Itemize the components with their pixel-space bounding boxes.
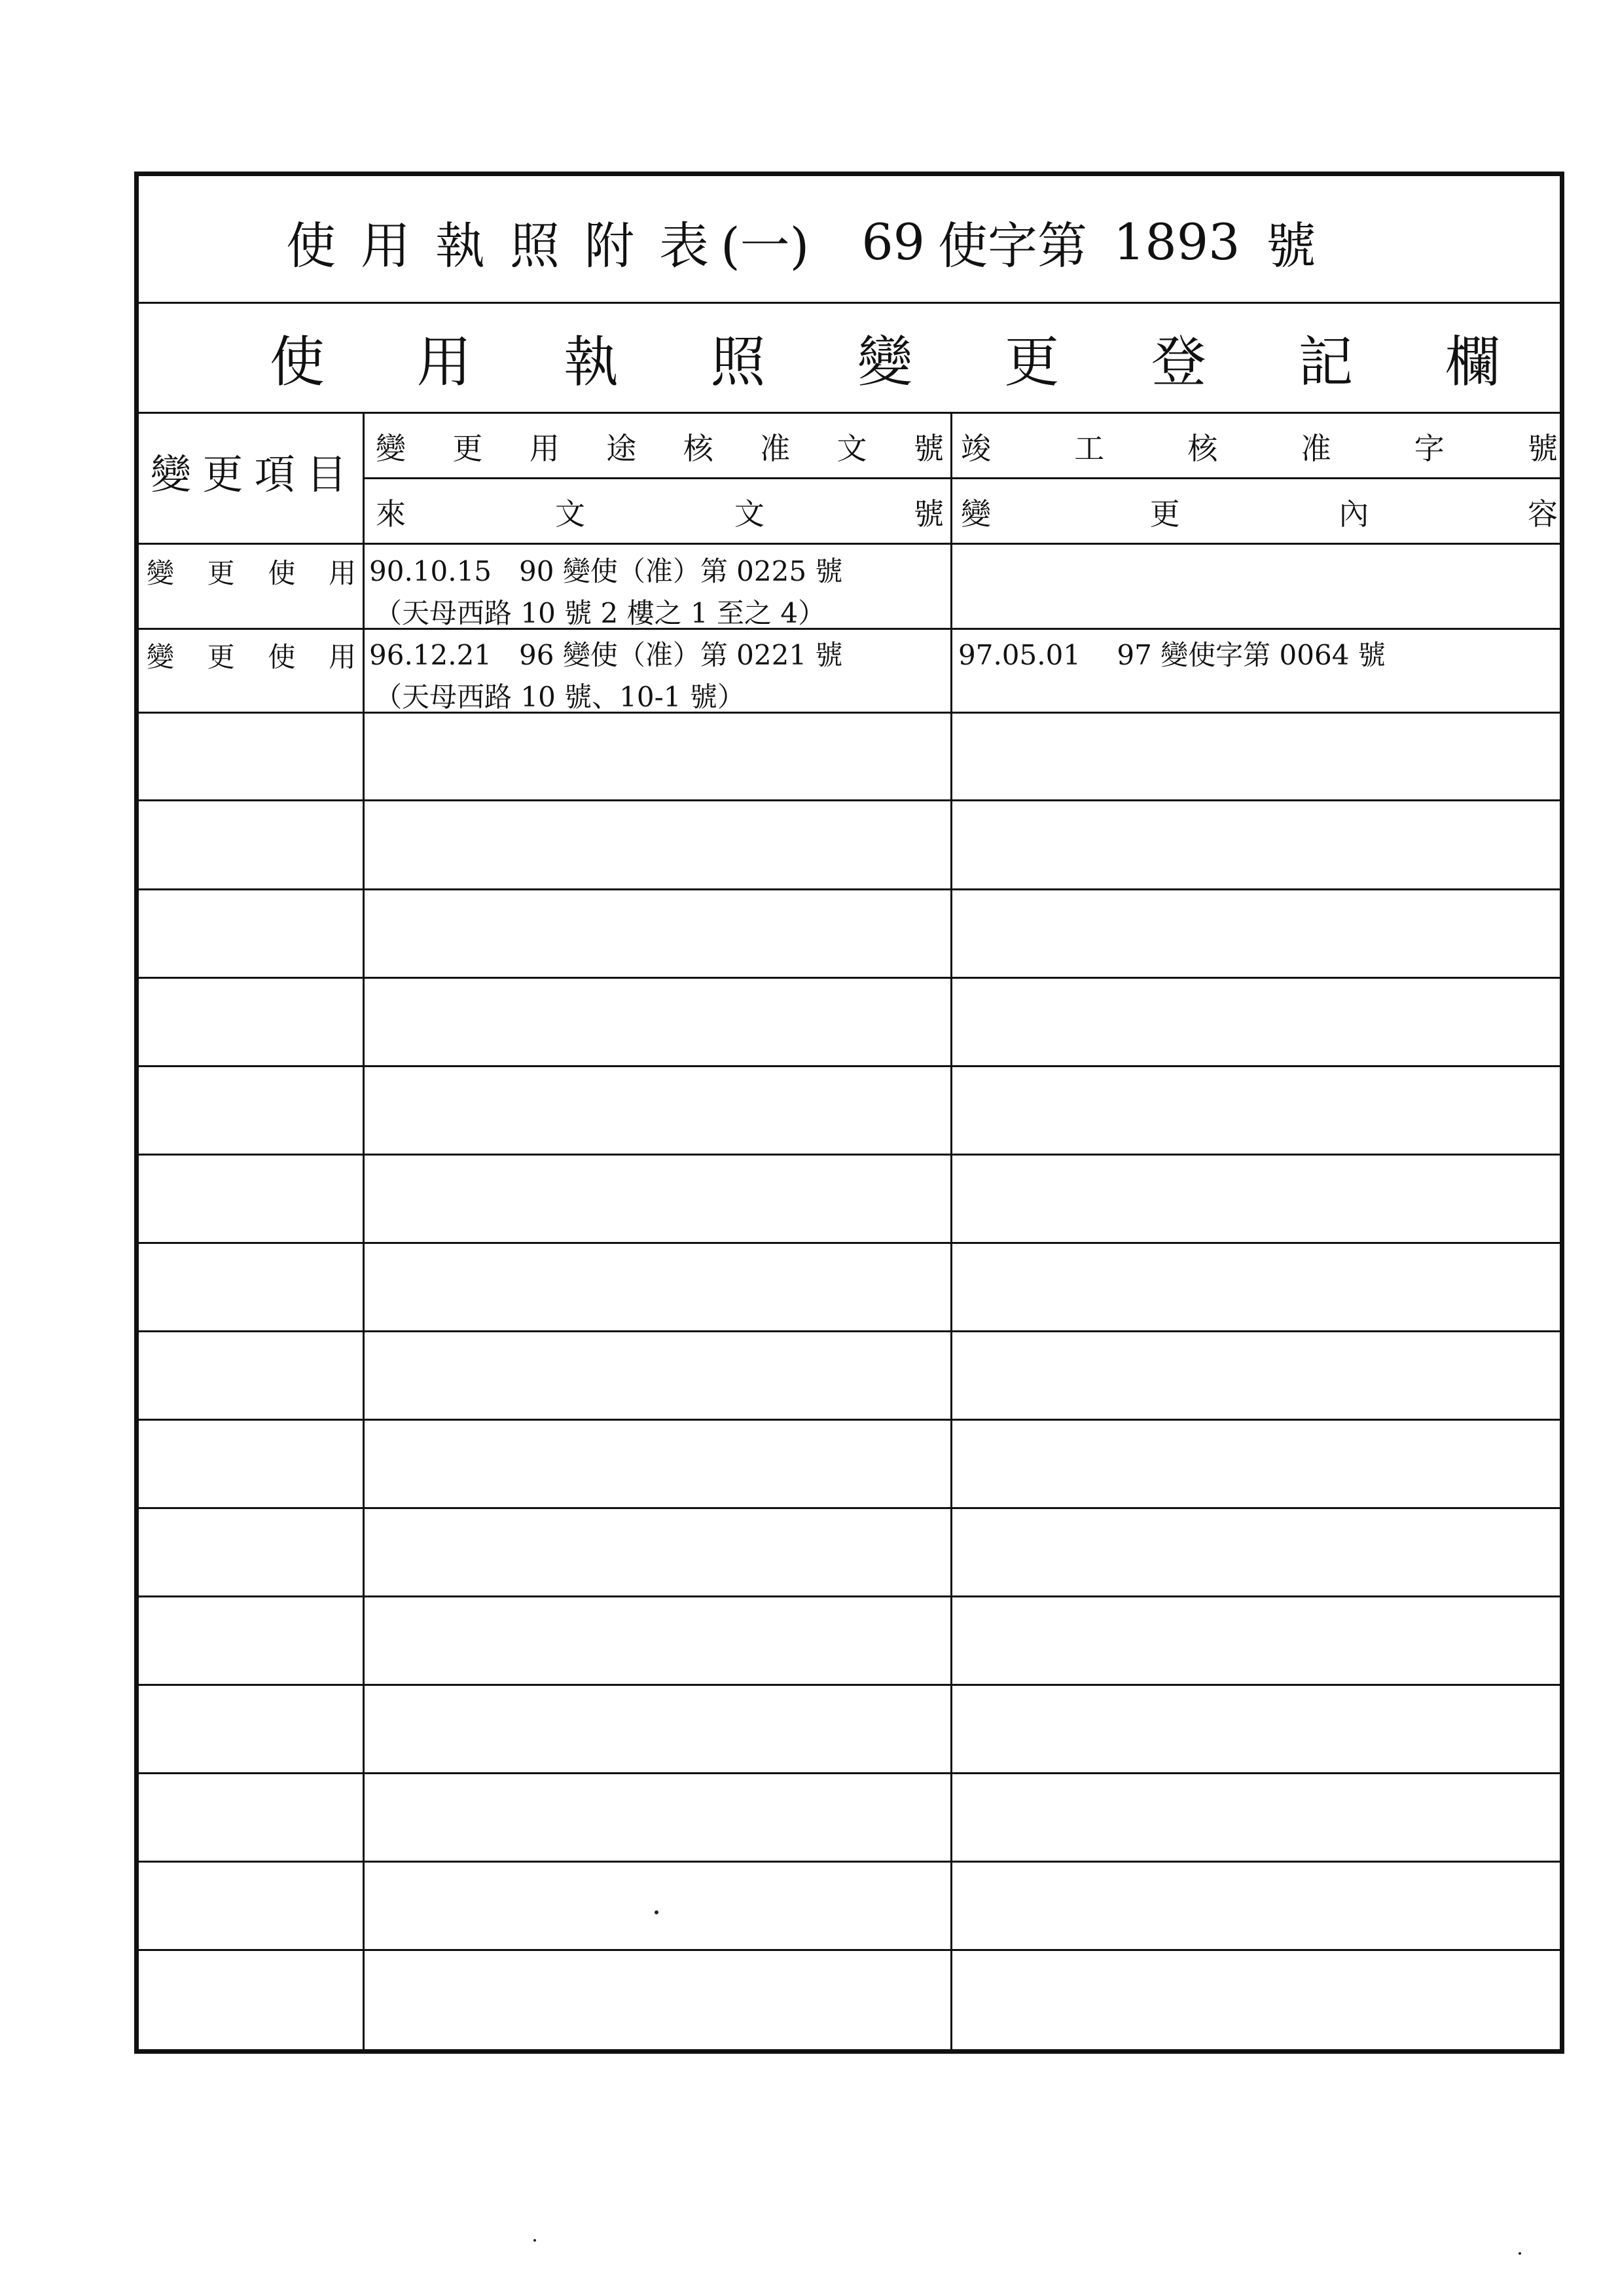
title-char: 照: [510, 216, 560, 275]
row-item: 變 更 使 用: [147, 641, 356, 673]
header-item: 變 更 項 目: [151, 450, 347, 498]
empty-row-line: [139, 1861, 1560, 1863]
empty-row-line: [139, 1507, 1560, 1509]
row-approval-line2: （天母西路 10 號、10-1 號）: [374, 681, 745, 713]
empty-row-line: [139, 1684, 1560, 1686]
header-incoming-doc: 來 文 文 號: [376, 496, 944, 532]
title-char: 1893: [1113, 212, 1240, 271]
header-completion-no: 竣 工 核 准 字 號: [961, 431, 1558, 466]
section-char: 執: [563, 329, 619, 394]
row-completion: 97.05.01 97 變使字第 0064 號: [958, 639, 1386, 671]
column-divider: [950, 412, 952, 2049]
section-title: [270, 321, 1500, 393]
section-char: 登: [1151, 329, 1206, 394]
empty-row-line: [139, 1242, 1560, 1244]
section-char: 照: [710, 329, 766, 394]
title-char: 號: [1266, 216, 1316, 275]
empty-row-line: [139, 1595, 1560, 1597]
row-approval-line1: 96.12.21 96 變使（准）第 0221 號: [369, 639, 843, 671]
title-char: 使字第: [938, 216, 1088, 275]
title-char: 表: [659, 216, 709, 275]
row-item: 變 更 使 用: [147, 557, 356, 589]
empty-row-line: [139, 1949, 1560, 1951]
section-char: 使: [270, 329, 325, 394]
column-divider: [363, 412, 365, 2049]
row-approval-line2: （天母西路 10 號 2 樓之 1 至之 4）: [374, 597, 826, 629]
empty-row-line: [139, 1772, 1560, 1774]
title-char: (一): [721, 216, 810, 275]
section-char: 欄: [1445, 329, 1500, 394]
header-approval-doc: 變 更 用 途 核 准 文 號: [376, 431, 944, 466]
empty-row-line: [139, 977, 1560, 979]
empty-row-line: [139, 888, 1560, 890]
title-char: 執: [435, 216, 485, 275]
scan-speck: [655, 1910, 658, 1914]
title-char: 附: [584, 216, 634, 275]
empty-row-line: [139, 799, 1560, 801]
registration-form: [134, 172, 1564, 2054]
section-char: 更: [1004, 329, 1060, 394]
title-char: 使: [286, 216, 336, 275]
empty-row-line: [139, 1419, 1560, 1421]
section-char: 用: [416, 329, 472, 394]
section-char: 變: [857, 329, 912, 394]
title-char: 用: [361, 216, 410, 275]
header-change-content: 變 更 內 容: [961, 496, 1558, 532]
empty-row-line: [139, 1330, 1560, 1332]
row-approval-line1: 90.10.15 90 變使（准）第 0225 號: [369, 555, 843, 587]
form-title: [286, 209, 1549, 274]
scan-speck: [533, 2239, 536, 2242]
title-char: 69: [861, 212, 926, 271]
section-char: 記: [1298, 329, 1354, 394]
scan-speck: [1519, 2252, 1521, 2255]
empty-row-line: [139, 1065, 1560, 1067]
empty-row-line: [139, 1154, 1560, 1156]
